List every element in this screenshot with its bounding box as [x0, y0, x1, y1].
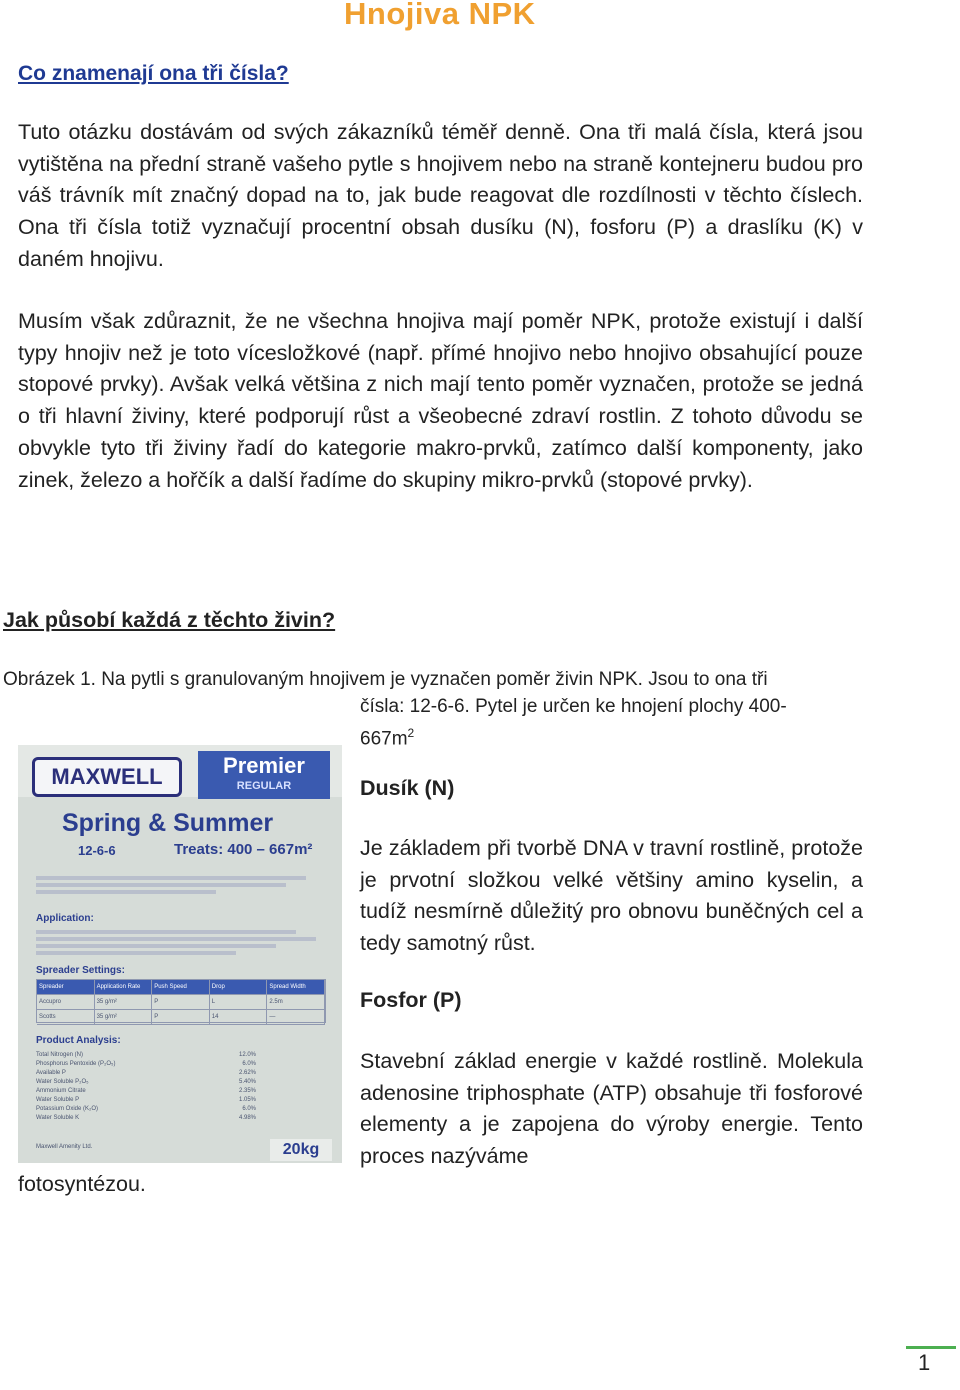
- bag-description: [36, 873, 324, 897]
- section-heading: Jak působí každá z těchto živin?: [3, 608, 336, 632]
- spreader-table: [36, 979, 326, 1023]
- table-row: [37, 995, 325, 1010]
- table-cell: Accupro: [37, 995, 95, 1009]
- list-item: [36, 1114, 256, 1123]
- caption-area-superscript: 2: [407, 726, 415, 740]
- brand-logo: MAXWELL: [32, 757, 182, 797]
- analysis-label: Phosphorus Pentoxide (P₂O₅): [36, 1061, 116, 1067]
- page-number: 1: [918, 1350, 931, 1375]
- figure-caption-line2: čísla: 12-6-6. Pytel je určen ke hnojení plochy 400-: [360, 696, 787, 717]
- table-cell: L: [210, 995, 268, 1009]
- analysis-value: 6.0%: [242, 1106, 256, 1112]
- application-heading: Application:: [36, 913, 94, 924]
- bag-season: Spring & Summer: [62, 809, 274, 837]
- product-name: Premier: [223, 753, 305, 778]
- phosphorus-heading: Fosfor (P): [360, 988, 462, 1012]
- page-title: Hnojiva NPK: [344, 0, 536, 31]
- list-item: [36, 1087, 256, 1096]
- analysis-value: 2.62%: [238, 1070, 256, 1076]
- table-cell: P: [152, 1010, 210, 1024]
- analysis-label: Water Soluble P: [36, 1097, 80, 1103]
- paragraph-npk-explanation: Musím však zdůraznit, že ne všechna hnojiva mají poměr NPK, protože existují i další typy hnojiv než je toto vícesložkové (např. přímé hnojivo nebo hnojivo obsahující pouze stopové prvky). Avšak velká většina z nich mají tento poměr vyznačen, protože se jedná o tři hlavní živiny, které podporují růst a všeobecné zdraví rostlin. Z tohoto důvodu se obvykle tyto tři živiny řadí do kategorie makro-prvků, zatímco další komponenty, jako zinek, železo a hořčík a další řadíme do skupiny mikro-prvků (stopové prvky).: [18, 309, 863, 492]
- application-text: [36, 927, 324, 958]
- table-cell: —: [267, 1010, 325, 1024]
- table-cell: 14: [210, 1010, 268, 1024]
- continuation-text: fotosyntézou.: [18, 1172, 146, 1196]
- analysis-value: 4.98%: [238, 1115, 256, 1121]
- list-item: [36, 1105, 256, 1114]
- product-variant: REGULAR: [236, 780, 292, 792]
- caption-area-value: 667m: [360, 728, 408, 750]
- analysis-heading: Product Analysis:: [36, 1035, 121, 1046]
- spreader-table-header: [37, 980, 325, 995]
- list-item: [36, 1096, 256, 1105]
- list-item: [36, 1078, 256, 1087]
- analysis-label: Available P: [36, 1070, 66, 1076]
- table-row: [37, 1010, 325, 1025]
- phosphorus-text: Stavební základ energie v každé rostlině. Molekula adenosine triphosphate (ATP) obsahuje tři fosforové elementy a je zapojena do výroby energie. Tento proces nazýváme: [360, 1049, 863, 1169]
- table-header-cell: Spreader: [37, 980, 95, 994]
- analysis-label: Total Nitrogen (N): [36, 1052, 84, 1058]
- bag-npk-ratio: 12-6-6: [78, 843, 116, 858]
- list-item: [36, 1051, 256, 1060]
- table-cell: 35 g/m²: [95, 1010, 153, 1024]
- analysis-label: Ammonium Citrate: [36, 1088, 86, 1094]
- paragraph-intro: Tuto otázku dostávám od svých zákazníků téměř denně. Ona tři malá čísla, která jsou vytištěna na přední straně vašeho pytle s hnojivem nebo na straně kontejneru budou pro váš trávník mít značný dopad na to, jak bude reagovat dle rozdílnosti v těchto číslech. Ona tři čísla totiž vyznačují procentní obsah dusíku (N), fosforu (P) a draslíku (K) v daném hnojivu.: [18, 120, 863, 271]
- bag-weight: 20kg: [270, 1139, 332, 1161]
- nitrogen-heading: Dusík (N): [360, 776, 455, 800]
- analysis-list: [36, 1051, 256, 1123]
- table-cell: 2.5m: [267, 995, 325, 1009]
- analysis-value: 5.40%: [238, 1079, 256, 1085]
- analysis-value: 1.05%: [238, 1097, 256, 1103]
- table-cell: Scotts: [37, 1010, 95, 1024]
- table-header-cell: Drop: [210, 980, 268, 994]
- spreader-heading: Spreader Settings:: [36, 965, 125, 976]
- analysis-value: 2.35%: [238, 1088, 256, 1094]
- fertilizer-bag-image: [18, 745, 342, 1163]
- analysis-label: Water Soluble P₂O₅: [36, 1079, 89, 1085]
- page-number-rule: [906, 1346, 956, 1387]
- table-cell: 35 g/m²: [95, 995, 153, 1009]
- product-badge: [198, 751, 330, 799]
- bag-treats-area: Treats: 400 – 667m²: [174, 841, 313, 858]
- analysis-label: Potassium Oxide (K₂O): [36, 1106, 99, 1112]
- analysis-value: 6.0%: [242, 1061, 256, 1067]
- table-header-cell: Push Speed: [152, 980, 210, 994]
- analysis-value: 12.0%: [238, 1052, 256, 1058]
- table-header-cell: Spread Width: [267, 980, 325, 994]
- question-heading: Co znamenají ona tři čísla?: [18, 62, 289, 85]
- figure-caption-line1: Obrázek 1. Na pytli s granulovaným hnojivem je vyznačen poměr živin NPK. Jsou to ona tři: [3, 669, 768, 690]
- table-header-cell: Application Rate: [95, 980, 153, 994]
- list-item: [36, 1060, 256, 1069]
- table-cell: P: [152, 995, 210, 1009]
- list-item: [36, 1069, 256, 1078]
- figure-caption-line3: [360, 720, 414, 752]
- analysis-label: Water Soluble K: [36, 1115, 80, 1121]
- nitrogen-text: Je základem při tvorbě DNA v travní rostlině, protože je prvotní složkou velké většiny amino kyselin, a tudíž nesmírně důležitý pro obnovu buněčných cel a tedy samotný růst.: [360, 836, 863, 956]
- bag-footer: Maxwell Amenity Ltd.: [36, 1144, 93, 1150]
